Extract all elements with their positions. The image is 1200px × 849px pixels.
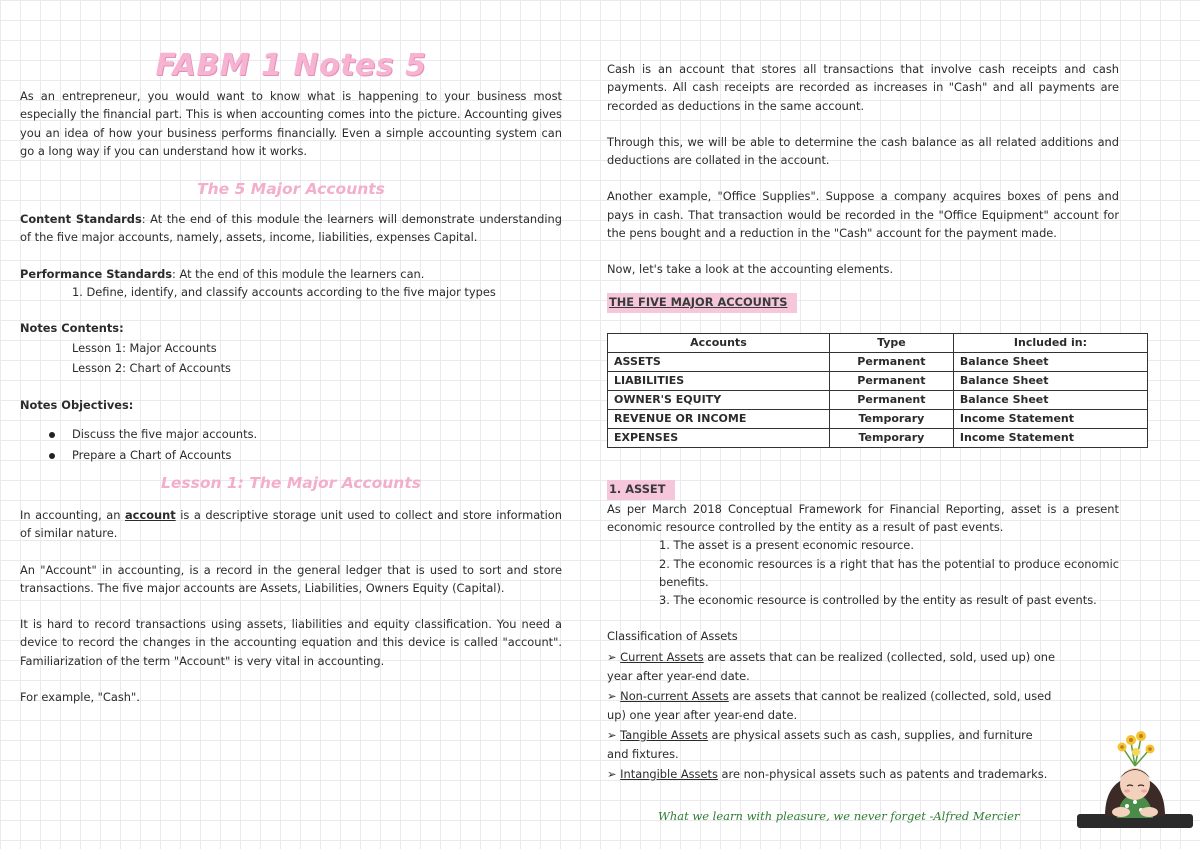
arrow-icon: ➢ bbox=[607, 766, 617, 781]
classification-item bbox=[607, 726, 1119, 765]
performance-standards-text: : At the end of this module the learners can. bbox=[172, 266, 425, 281]
list-item: 3. The economic resource is controlled by the entity as result of past events. bbox=[659, 593, 1097, 608]
through-paragraph: Through this, we will be able to determine the cash balance as all related additions and deductions are collated in the account. bbox=[607, 134, 1119, 168]
list-item: Discuss the five major accounts. bbox=[72, 424, 562, 445]
arrow-icon: ➢ bbox=[607, 649, 617, 664]
right-column bbox=[607, 60, 1119, 784]
list-item: 1. The asset is a present economic resource. bbox=[659, 538, 914, 553]
content-standards bbox=[20, 210, 562, 247]
notes-objectives-label: Notes Objectives: bbox=[20, 397, 134, 412]
table-cell: Balance Sheet bbox=[953, 371, 1147, 390]
arrow-icon: ➢ bbox=[607, 688, 617, 703]
classification-line bbox=[607, 726, 1119, 746]
table-cell: Permanent bbox=[829, 390, 953, 409]
table-header: Included in: bbox=[953, 333, 1147, 352]
performance-standards bbox=[20, 265, 562, 283]
table-cell: ASSETS bbox=[608, 352, 830, 371]
classification-item bbox=[607, 765, 1119, 785]
classification-item bbox=[607, 648, 1119, 687]
cheek bbox=[1141, 789, 1147, 792]
notes-contents-item: Lesson 2: Chart of Accounts bbox=[72, 360, 231, 375]
dress-dot bbox=[1133, 800, 1137, 804]
classification-rest: are assets that can be realized (collected, sold, used up) one bbox=[703, 649, 1055, 664]
arm-shape bbox=[1140, 807, 1158, 817]
classification-cont: up) one year after year-end date. bbox=[607, 708, 798, 723]
five-accounts-heading: THE FIVE MAJOR ACCOUNTS bbox=[607, 293, 797, 313]
table-cell: Income Statement bbox=[953, 409, 1147, 428]
account-paragraph-2: An "Account" in accounting, is a record in the general ledger that is used to sort and store transactions. The five major accounts are Assets, Liabilities, Owners Equity (Capital). bbox=[20, 562, 562, 595]
classification-item bbox=[607, 687, 1119, 726]
classification-rest: are assets that cannot be realized (collected, sold, used bbox=[728, 688, 1052, 703]
table-cell: Balance Sheet bbox=[953, 352, 1147, 371]
notes-contents-label: Notes Contents: bbox=[20, 321, 124, 336]
table-row bbox=[608, 390, 1148, 409]
account-def-pre: In accounting, an bbox=[20, 507, 125, 522]
table-header: Accounts bbox=[608, 333, 830, 352]
classification-line bbox=[607, 765, 1119, 785]
content-standards-text: : At the end of this module the learners will demonstrate understanding of the five major accounts, namely, assets, income, liabilities, expenses Capital. bbox=[20, 212, 562, 245]
account-term: account bbox=[125, 507, 176, 522]
list-item: 2. The economic resources is a right that has the potential to produce economic benefits. bbox=[659, 556, 1119, 589]
arm-shape bbox=[1112, 807, 1130, 817]
account-paragraph-3: It is hard to record transactions using assets, liabilities and equity classification. You need a device to record the changes in the accounting equation and this device is called "account". Familiarization of the term "Account" is very vital in accounting. bbox=[20, 617, 562, 668]
face-shape bbox=[1120, 768, 1150, 800]
classification-term: Tangible Assets bbox=[620, 727, 708, 742]
footer-quote: What we learn with pleasure, we never forget -Alfred Mercier bbox=[658, 809, 1020, 823]
table-cell: Income Statement bbox=[953, 428, 1147, 447]
objectives-list bbox=[20, 424, 562, 466]
asset-definition: As per March 2018 Conceptual Framework for Financial Reporting, asset is a present economic resource controlled by the entity as a result of past events. bbox=[607, 501, 1119, 534]
classification-line bbox=[607, 648, 1119, 668]
table-header: Type bbox=[829, 333, 953, 352]
classification-cont: year after year-end date. bbox=[607, 669, 750, 684]
table-cell: Balance Sheet bbox=[953, 390, 1147, 409]
table-row bbox=[608, 409, 1148, 428]
table-cell: Temporary bbox=[829, 409, 953, 428]
classification-term: Current Assets bbox=[620, 649, 704, 664]
girl-with-flowers-illustration bbox=[1075, 722, 1195, 832]
classification-term: Intangible Assets bbox=[620, 766, 718, 781]
content-standards-label: Content Standards bbox=[20, 212, 142, 227]
table-row bbox=[608, 371, 1148, 390]
section-heading: The 5 Major Accounts bbox=[197, 180, 385, 199]
table-cell: OWNER'S EQUITY bbox=[608, 390, 830, 409]
office-supplies-paragraph: Another example, "Office Supplies". Suppose a company acquires boxes of pens and pays in cash. That transaction would be recorded in the "Office Equipment" account for the pens bought and a reduction in the "Cash" account for the payment made. bbox=[607, 189, 1119, 241]
cash-paragraph: Cash is an account that stores all transactions that involve cash receipts and cash payments. All cash receipts are recorded as increases in "Cash" and all payments are recorded as deductions in the same account. bbox=[607, 62, 1119, 113]
flowers-icon bbox=[1118, 731, 1155, 766]
asset-points bbox=[607, 536, 1119, 609]
asset-heading: 1. ASSET bbox=[607, 480, 675, 500]
table-cell: LIABILITIES bbox=[608, 371, 830, 390]
table-header-row bbox=[608, 333, 1148, 352]
account-definition bbox=[20, 506, 562, 543]
intro-paragraph: As an entrepreneur, you would want to know what is happening to your business most especially the financial part. This is when accounting comes into the picture. Accounting gives you an idea of how your business performs financially. Even a simple accounting system can go a long way if you can understand how it works. bbox=[20, 89, 562, 158]
table-cell: Permanent bbox=[829, 352, 953, 371]
example-cash: For example, "Cash". bbox=[20, 690, 140, 705]
dress-dot bbox=[1125, 804, 1129, 808]
left-column bbox=[20, 48, 562, 706]
classification-label: Classification of Assets bbox=[607, 629, 738, 644]
table-cell: Permanent bbox=[829, 371, 953, 390]
classification-term: Non-current Assets bbox=[620, 688, 729, 703]
classification-cont: and fixtures. bbox=[607, 747, 679, 762]
performance-standards-item: 1. Define, identify, and classify accounts according to the five major types bbox=[72, 285, 496, 300]
table-cell: EXPENSES bbox=[608, 428, 830, 447]
accounts-table bbox=[607, 333, 1148, 448]
performance-standards-label: Performance Standards bbox=[20, 266, 173, 281]
account-def-post: is a descriptive storage unit used to collect and store information of similar nature. bbox=[20, 507, 562, 541]
notes-contents-item: Lesson 1: Major Accounts bbox=[72, 340, 217, 355]
classification-rest: are non-physical assets such as patents and trademarks. bbox=[717, 766, 1048, 781]
lesson1-heading: Lesson 1: The Major Accounts bbox=[161, 473, 421, 492]
table-cell: Temporary bbox=[829, 428, 953, 447]
classification-rest: are physical assets such as cash, supplies, and furniture bbox=[707, 727, 1033, 742]
table-row bbox=[608, 352, 1148, 371]
classification-line bbox=[607, 687, 1119, 707]
table-row bbox=[608, 428, 1148, 447]
list-item: Prepare a Chart of Accounts bbox=[72, 445, 562, 466]
table-cell: REVENUE OR INCOME bbox=[608, 409, 830, 428]
cheek bbox=[1124, 789, 1130, 792]
page-title: FABM 1 Notes 5 bbox=[155, 48, 427, 83]
elements-intro: Now, let's take a look at the accounting elements. bbox=[607, 262, 894, 277]
arrow-icon: ➢ bbox=[607, 727, 617, 742]
